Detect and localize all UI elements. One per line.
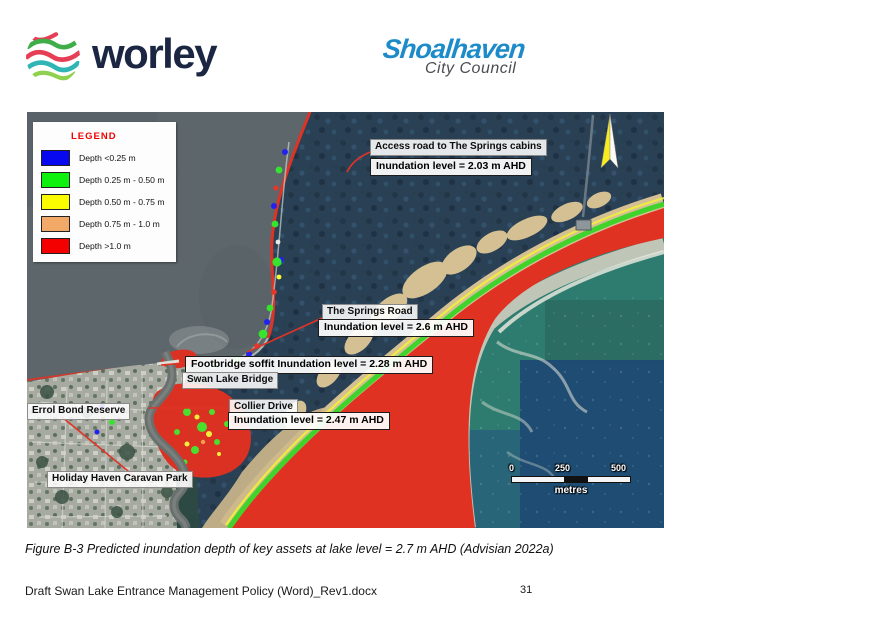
shoalhaven-logo [383,36,563,78]
scale-bar [505,463,637,503]
legend-item: Depth <0.25 m [41,150,168,165]
legend-item: Depth >1.0 m [41,238,168,253]
footer-page-number: 31 [520,584,533,596]
scale-bar-unit: metres [554,485,588,496]
scale-tick-0: 0 [509,463,515,473]
swan-lake-bridge-label: Swan Lake Bridge [182,372,278,389]
caravan-park-label: Holiday Haven Caravan Park [47,471,193,488]
springs-road-label: The Springs Road [322,304,418,321]
scale-bar-rule [511,476,631,483]
legend-item: Depth 0.50 m - 0.75 m [41,194,168,209]
worley-logo [24,28,216,86]
legend-swatch-orange [41,216,70,232]
collier-drive-label: Collier Drive [229,399,298,416]
legend-title: LEGEND [71,131,117,142]
legend-swatch-yellow [41,194,70,210]
shoalhaven-logo-name: Shoalhaven [381,34,527,64]
footbridge-level-box: Footbridge soffit Inundation level = 2.28 m AHD [185,356,433,374]
footer-document-name: Draft Swan Lake Entrance Management Policy (Word)_Rev1.docx [25,584,377,598]
legend-swatch-blue [41,150,70,166]
legend-item: Depth 0.75 m - 1.0 m [41,216,168,231]
legend-item: Depth 0.25 m - 0.50 m [41,172,168,187]
access-road-level-box: Inundation level = 2.03 m AHD [370,158,532,176]
scale-tick-500: 500 [611,463,627,473]
figure-caption: Figure B-3 Predicted inundation depth of key assets at lake level = 2.7 m AHD (Advisian 2022a) [25,542,554,556]
shoalhaven-logo-subtitle: City Council [425,60,517,77]
collier-drive-level-box: Inundation level = 2.47 m AHD [228,412,390,430]
scale-tick-250: 250 [555,463,571,473]
errol-bond-reserve-label: Errol Bond Reserve [27,403,130,420]
legend-swatch-green [41,172,70,188]
legend-swatch-red [41,238,70,254]
springs-road-level-box: Inundation level = 2.6 m AHD [318,319,474,337]
inundation-map [27,112,664,528]
access-road-label: Access road to The Springs cabins [370,139,547,156]
worley-globe-icon [24,28,82,86]
map-legend [33,122,176,262]
worley-wordmark: worley [92,30,217,77]
